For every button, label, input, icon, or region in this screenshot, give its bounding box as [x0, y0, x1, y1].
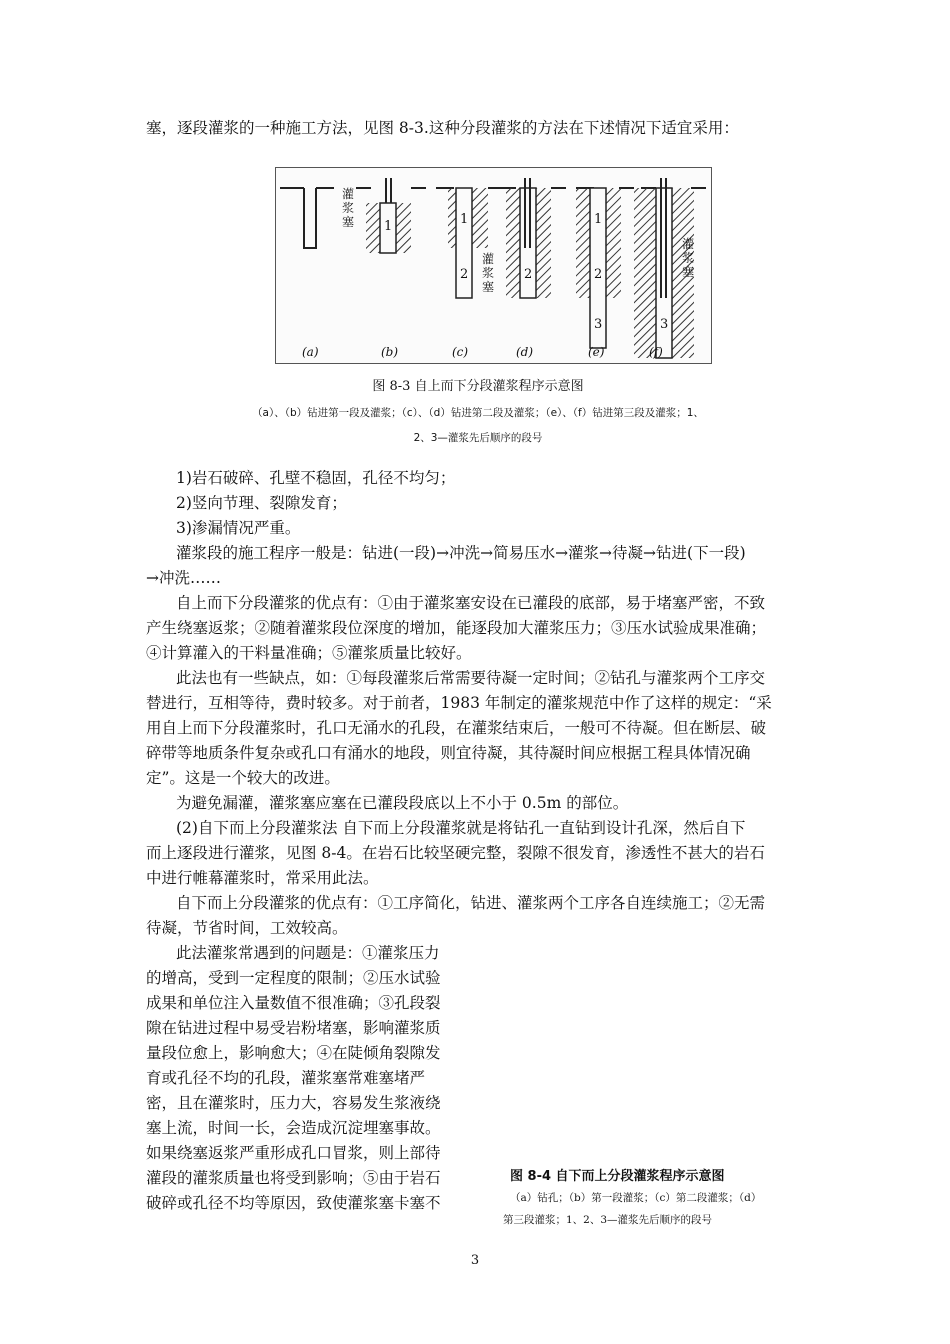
segment-number: 2	[594, 267, 603, 282]
svg-text:塞: 塞	[482, 280, 495, 294]
figure-8-4-caption: 图 8-4 自下而上分段灌浆程序示意图	[510, 1169, 725, 1184]
panel-label: (d)	[516, 345, 534, 359]
svg-text:浆: 浆	[482, 266, 495, 280]
paragraph-line: ④计算灌入的干料量准确；⑤灌浆质量比较好。	[146, 644, 472, 662]
segment-number: 2	[524, 267, 533, 282]
figure-8-4-note: 第三段灌浆；1、2、3—灌浆先后顺序的段号	[503, 1214, 713, 1226]
paragraph-line: 用自上而下分段灌浆时，孔口无涌水的孔段，在灌浆结束后，一般可不待凝。但在断层、破	[146, 719, 767, 737]
paragraph-line: →冲洗……	[146, 569, 221, 587]
figure-8-3-note: （a）、（b）钻进第一段及灌浆；（c）、（d）钻进第二段及灌浆；（e）、（f）钻进第三段及灌浆；1、	[252, 407, 704, 419]
paragraph-line: 替进行，互相等待，费时较多。对于前者，1983 年制定的灌浆规范中作了这样的规定：“采	[146, 694, 772, 712]
paragraph-line: 碎带等地质条件复杂或孔口有涌水的地段，则宜待凝，其待凝时间应根据工程具体情况确	[146, 744, 751, 762]
paragraph-line: 的增高，受到一定程度的限制；②压水试验	[146, 969, 441, 987]
segment-number: 3	[594, 317, 603, 332]
segment-number: 2	[460, 267, 469, 282]
svg-text:灌: 灌	[482, 252, 495, 266]
panel-label: (a)	[302, 345, 319, 359]
panel-label: (f)	[649, 345, 663, 359]
figure-8-3-caption: 图 8-3 自上而下分段灌浆程序示意图	[372, 379, 584, 394]
paragraph-line: (2)自下而上分段灌浆法 自下而上分段灌浆就是将钻孔一直钻到设计孔深，然后自下	[176, 819, 746, 837]
paragraph-line: 破碎或孔径不均等原因，致使灌浆塞卡塞不	[146, 1194, 441, 1212]
svg-text:塞: 塞	[682, 265, 695, 279]
segment-number: 1	[384, 219, 393, 234]
paragraph-line: 中进行帷幕灌浆时，常采用此法。	[146, 869, 379, 887]
svg-text:灌: 灌	[682, 237, 695, 251]
paragraph-line: 塞，逐段灌浆的一种施工方法，见图 8-3.这种分段灌浆的方法在下述情况下适宜采用：	[146, 119, 739, 137]
paragraph-line: 此法灌浆常遇到的问题是：①灌浆压力	[176, 944, 440, 962]
paragraph-line: 此法也有一些缺点，如：①每段灌浆后常需要待凝一定时间；②钻孔与灌浆两个工序交	[176, 669, 766, 687]
paragraph-line: 量段位愈上，影响愈大；④在陡倾角裂隙发	[146, 1044, 441, 1062]
figure-8-3-note: 2、3—灌浆先后顺序的段号	[413, 432, 543, 444]
paragraph-line: 3)渗漏情况严重。	[176, 519, 301, 537]
paragraph-line: 自上而下分段灌浆的优点有：①由于灌浆塞安设在已灌段的底部，易于堵塞严密，不致	[176, 594, 766, 612]
paragraph-line: 定”。这是一个较大的改进。	[146, 769, 340, 787]
hole-a	[304, 188, 316, 248]
paragraph-line: 塞上流，时间一长，会造成沉淀埋塞事故。	[146, 1119, 441, 1137]
paragraph-line: 待凝，节省时间，工效较高。	[146, 919, 348, 937]
paragraph-line: 育或孔径不均的孔段，灌浆塞常难塞堵严	[146, 1069, 426, 1087]
panel-label: (c)	[452, 345, 469, 359]
panel-label: (b)	[381, 345, 399, 359]
paragraph-line: 灌浆段的施工程序一般是：钻进(一段)→冲洗→简易压水→灌浆→待凝→钻进(下一段)	[176, 544, 746, 562]
svg-text:塞: 塞	[342, 215, 355, 229]
paragraph-line: 为避免漏灌，灌浆塞应塞在已灌段段底以上不小于 0.5m 的部位。	[176, 794, 629, 812]
svg-text:浆: 浆	[342, 201, 355, 215]
paragraph-line: 2)竖向节理、裂隙发育；	[176, 494, 347, 512]
paragraph-line: 密，且在灌浆时，压力大，容易发生浆液绕	[146, 1094, 441, 1112]
svg-text:浆: 浆	[682, 251, 695, 265]
figure-8-3-image	[275, 167, 712, 364]
segment-number: 1	[460, 212, 469, 227]
grouting-diagram	[276, 168, 711, 363]
paragraph-line: 产生绕塞返浆；②随着灌浆段位深度的增加，能逐段加大灌浆压力；③压水试验成果准确；	[146, 619, 767, 637]
paragraph-line: 灌段的灌浆质量也将受到影响；⑤由于岩石	[146, 1169, 441, 1187]
paragraph-line: 而上逐段进行灌浆，见图 8-4。在岩石比较坚硬完整，裂隙不很发育，渗透性不甚大的岩石	[146, 844, 765, 862]
svg-text:灌: 灌	[342, 187, 355, 201]
paragraph-line: 自下而上分段灌浆的优点有：①工序简化，钻进、灌浆两个工序各自连续施工；②无需	[176, 894, 766, 912]
figure-8-4-note: （a）钻孔；（b）第一段灌浆；（c）第二段灌浆；（d）	[510, 1192, 762, 1204]
panel-label: (e)	[588, 345, 605, 359]
paragraph-line: 1)岩石破碎、孔壁不稳固，孔径不均匀；	[176, 469, 456, 487]
paragraph-line: 如果绕塞返浆严重形成孔口冒浆，则上部待	[146, 1144, 441, 1162]
paragraph-line: 隙在钻进过程中易受岩粉堵塞，影响灌浆质	[146, 1019, 441, 1037]
segment-number: 3	[660, 317, 669, 332]
hole-f	[656, 188, 672, 358]
paragraph-line: 成果和单位注入量数值不很准确；③孔段裂	[146, 994, 441, 1012]
segment-number: 1	[594, 212, 603, 227]
page-number: 3	[470, 1253, 480, 1268]
